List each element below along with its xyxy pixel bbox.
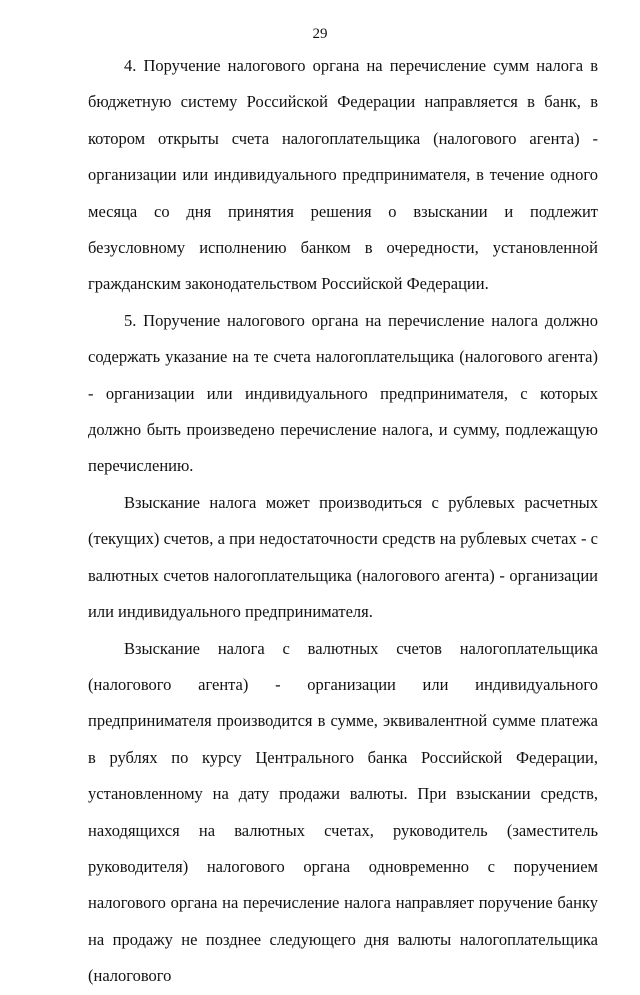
page-number: 29 [312,26,328,42]
paragraph-currency-collection: Взыскание налога может производиться с рублевых расчетных (текущих) счетов, а при недостаточности средств на рублевых счетах - с валютных счетов налогоплательщика (налогового агента) - организации или индивидуального предпринимателя. [88,492,598,622]
paragraph-item-4: 4. Поручение налогового органа на перечисление сумм налога в бюджетную систему Российской Федерации направляется в банк, в котором открыты счета налогоплательщика (налогового агента) - организации или индивидуального предпринимателя, в течение одного месяца со дня принятия решения о взыскании и подлежит безусловному исполнению банком в очередности, установленной гражданским законодательством Российской Федерации. [88,56,598,294]
document-body [88,48,598,995]
paragraph-currency-accounts: Взыскание налога с валютных счетов налогоплательщика (налогового агента) - организации или индивидуального предпринимателя производится в сумме, эквивалентной сумме платежа в рублях по курсу Центрального банка Российской Федерации, установленному на дату продажи валюты. При взыскании средств, находящихся на валютных счетах, руководитель (заместитель руководителя) налогового органа одновременно с поручением налогового органа на перечисление налога направляет поручение банку на продажу не позднее следующего дня валюты налогоплательщика (налогового [88,638,598,986]
paragraph-item-5: 5. Поручение налогового органа на перечисление налога должно содержать указание на те счета налогоплательщика (налогового агента) - организации или индивидуального предпринимателя, с которых должно быть произведено перечисление налога, и сумму, подлежащую перечислению. [88,310,598,476]
